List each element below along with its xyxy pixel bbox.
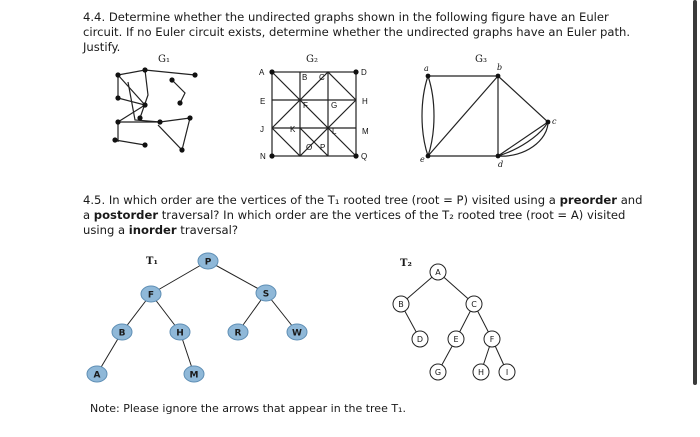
g2-node-J: J [260, 125, 264, 134]
t2-node-H: H [477, 368, 485, 377]
g2-node-O: O [306, 143, 313, 152]
t1-node-W: W [292, 328, 302, 339]
question-4-5-text-3: traversal? In which order are the vertices of the T₂ rooted tree (root = A) visited using a [83, 208, 626, 237]
g2-node-E: E [260, 97, 266, 106]
g2-node-F: F [303, 101, 308, 110]
note-text: Note: Please ignore the arrows that appear in the tree T₁. [90, 402, 406, 415]
g2-node-A: A [259, 68, 265, 77]
t2-node-A: A [435, 268, 441, 277]
g2-node-G: G [331, 101, 338, 110]
question-4-5-text-2: and a [83, 193, 643, 222]
g3-node-a: a [424, 64, 429, 73]
t1-node-R: R [234, 328, 242, 339]
t2-label: T₂ [400, 258, 412, 269]
scrollbar[interactable] [693, 0, 697, 385]
preorder-keyword: preorder [559, 193, 618, 207]
t1-node-A: A [93, 370, 101, 381]
question-4-4-text: Determine whether the undirected graphs shown in the following figure have an Euler circuit. If no Euler circuit exists, determine whether the undirected graphs have an Euler path. Justify. [83, 10, 631, 54]
postorder-keyword: postorder [93, 208, 159, 222]
g2-node-K: K [290, 125, 296, 134]
t2-node-F: F [489, 335, 495, 344]
t1-node-H: H [176, 328, 184, 339]
g2-node-L: L [332, 127, 337, 136]
inorder-keyword: inorder [128, 223, 177, 237]
t2-node-D: D [416, 335, 424, 344]
t2-node-C: C [471, 300, 477, 309]
t1-node-F: F [147, 290, 155, 301]
g3-node-e: e [420, 155, 425, 164]
question-4-5-number: 4.5. [83, 193, 106, 207]
g2-node-D: D [361, 68, 367, 77]
t1-label: T₁ [146, 256, 158, 267]
g2-node-M: M [362, 127, 369, 136]
g2-node-Q: Q [361, 152, 368, 161]
g1-label: G₁ [158, 54, 170, 65]
g3-node-b: b [497, 63, 503, 72]
t2-node-B: B [398, 300, 404, 309]
g2-node-N: N [260, 152, 266, 161]
g2-node-B: B [302, 73, 308, 82]
g3-node-c: c [552, 117, 557, 126]
question-4-4-number: 4.4. [83, 10, 106, 24]
g3-label: G₃ [475, 54, 487, 65]
t1-node-S: S [262, 289, 270, 300]
t1-node-P: P [204, 257, 212, 268]
g2-node-C: C [319, 73, 325, 82]
g2-label: G₂ [306, 54, 318, 65]
t2-node-G: G [434, 368, 442, 377]
t2-node-I: I [505, 368, 509, 377]
question-4-5-text-4: traversal? [176, 223, 238, 237]
t1-node-M: M [189, 370, 199, 381]
t2-node-E: E [453, 335, 459, 344]
t1-node-B: B [118, 328, 126, 339]
g2-node-H: H [362, 97, 368, 106]
g3-node-d: d [498, 160, 504, 169]
g2-node-P: P [320, 143, 326, 152]
question-4-5-text-1: In which order are the vertices of the T₁ rooted tree (root = P) visited using a [108, 193, 560, 207]
